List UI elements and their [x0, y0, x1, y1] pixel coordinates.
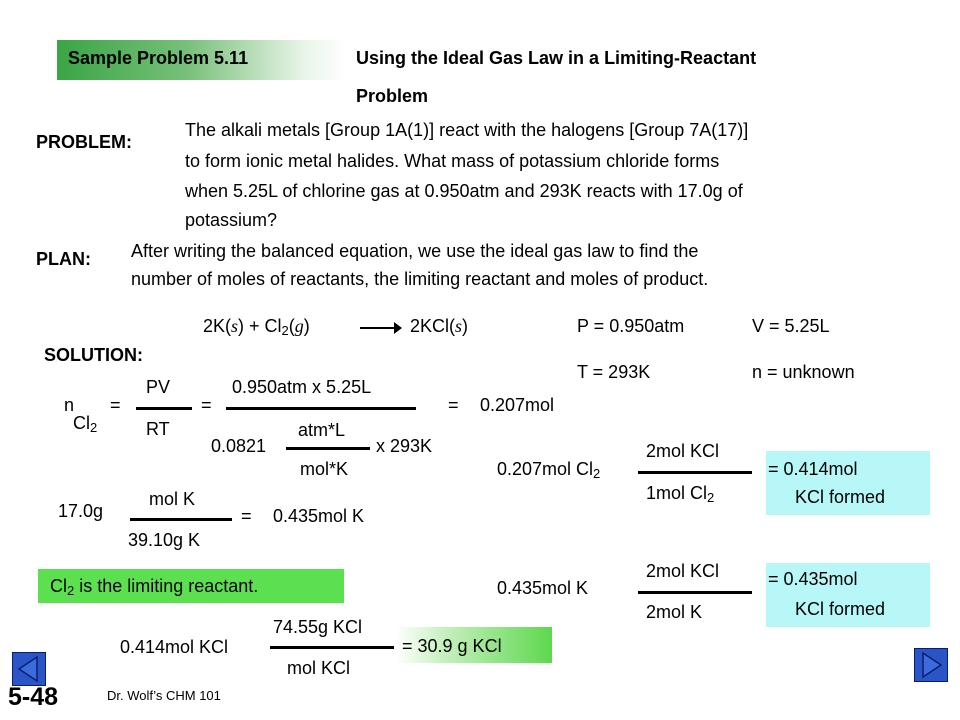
limiting-reactant-text	[50, 576, 258, 598]
equals-1: =	[110, 395, 121, 415]
balanced-equation-product	[410, 316, 468, 337]
eq-cl-close: )	[303, 316, 310, 336]
plan-label: PLAN:	[36, 249, 91, 269]
limiting-phrase: is the limiting reactant.	[74, 576, 259, 596]
fraction-bar-pv-rt	[136, 407, 192, 410]
n-subscript	[73, 413, 97, 435]
equals-3: =	[448, 395, 459, 415]
n-sub-cl: Cl	[73, 413, 90, 433]
condition-pressure: P = 0.950atm	[577, 316, 685, 336]
forward-arrow-icon	[915, 649, 947, 681]
potassium-denominator: 39.10g K	[128, 530, 201, 550]
header-title-line2: Problem	[356, 86, 429, 106]
temperature-factor: x 293K	[376, 436, 433, 456]
eq-k-state: s	[231, 316, 239, 336]
prev-slide-button[interactable]	[12, 652, 46, 686]
cl2-start-text: 0.207mol Cl	[497, 459, 594, 479]
problem-line-3: when 5.25L of chlorine gas at 0.950atm and 293K reacts with 17.0g of	[185, 181, 743, 201]
n-sub-2: 2	[90, 420, 98, 436]
potassium-moles-result: 0.435mol K	[273, 506, 365, 526]
eq-kcl: 2KCl(	[410, 316, 456, 336]
final-answer-text: = 30.9 g KCl	[402, 636, 502, 656]
problem-line-4: potassium?	[185, 210, 278, 230]
eq-kcl-state: s	[455, 316, 463, 336]
eq-cl-open: (	[288, 316, 295, 336]
problem-label: PROBLEM:	[36, 132, 132, 152]
problem-line-2: to form ionic metal halides. What mass of potassium chloride forms	[185, 151, 720, 171]
balanced-equation-reactants	[203, 316, 310, 338]
fraction-bar-potassium	[130, 518, 232, 521]
potassium-equals: =	[241, 506, 252, 526]
limiting-sub: 2	[67, 583, 75, 599]
next-slide-button[interactable]	[914, 648, 948, 682]
cl2-moles-start	[497, 459, 600, 481]
potassium-numerator: mol K	[149, 489, 196, 509]
condition-moles: n = unknown	[752, 362, 855, 382]
cl2-den-sub: 2	[707, 490, 715, 506]
numerator-values: 0.950atm x 5.25L	[232, 377, 372, 397]
plan-line-1: After writing the balanced equation, we use the ideal gas law to find the	[131, 241, 699, 261]
rt-denominator: RT	[146, 419, 170, 439]
header-title-line1: Using the Ideal Gas Law in a Limiting-Reactant	[356, 48, 757, 68]
reaction-arrow-icon	[358, 318, 404, 338]
plan-line-2: number of moles of reactants, the limiting reactant and moles of product.	[131, 269, 709, 289]
fraction-bar-k-ratio	[638, 591, 752, 594]
kcl-from-cl2-result-line2: KCl formed	[795, 487, 886, 507]
eq-cl: + Cl	[244, 316, 282, 336]
gas-constant-unit-bottom: mol*K	[300, 459, 349, 479]
k-ratio-numerator: 2mol KCl	[646, 561, 720, 581]
eq-k-close: )	[238, 316, 245, 336]
gas-constant-unit-top: atm*L	[298, 420, 346, 440]
cl2-ratio-numerator: 2mol KCl	[646, 441, 720, 461]
solution-label: SOLUTION:	[44, 345, 143, 365]
condition-volume: V = 5.25L	[752, 316, 830, 336]
cl2-den-text: 1mol Cl	[646, 483, 708, 503]
cl2-start-sub: 2	[593, 466, 601, 482]
gas-constant-value: 0.0821	[211, 436, 267, 456]
back-arrow-icon	[13, 653, 45, 685]
problem-line-1: The alkali metals [Group 1A(1)] react with the halogens [Group 7A(17)]	[185, 120, 749, 140]
k-ratio-denominator: 2mol K	[646, 602, 703, 622]
fraction-bar-values	[226, 407, 416, 410]
pv-numerator: PV	[146, 377, 171, 397]
kcl-from-cl2-result-line1: = 0.414mol	[768, 459, 858, 479]
cl2-ratio-denominator	[646, 483, 714, 505]
eq-k: 2K(	[203, 316, 232, 336]
limiting-cl: Cl	[50, 576, 67, 596]
condition-temperature: T = 293K	[577, 362, 651, 382]
eq-kcl-close: )	[462, 316, 469, 336]
fraction-bar-molar-mass	[270, 646, 394, 649]
molar-mass-numerator: 74.55g KCl	[273, 617, 363, 637]
slide-number: 5-48	[8, 683, 59, 711]
fraction-bar-cl2-ratio	[638, 471, 752, 474]
kcl-moles-start: 0.414mol KCl	[120, 637, 229, 657]
equals-2: =	[201, 395, 212, 415]
kcl-from-k-result-line1: = 0.435mol	[768, 569, 858, 589]
moles-cl2-result: 0.207mol	[480, 395, 555, 415]
eq-cl-state: g	[294, 316, 304, 336]
n-symbol: n	[64, 395, 75, 415]
potassium-mass: 17.0g	[58, 501, 104, 521]
sample-problem-label: Sample Problem 5.11	[68, 48, 249, 68]
eq-cl-sub: 2	[281, 323, 289, 339]
course-footer: Dr. Wolf’s CHM 101	[107, 688, 221, 703]
molar-mass-denominator: mol KCl	[287, 658, 351, 678]
k-moles-start: 0.435mol K	[497, 578, 589, 598]
kcl-from-k-result-line2: KCl formed	[795, 599, 886, 619]
fraction-bar-units	[286, 447, 370, 450]
